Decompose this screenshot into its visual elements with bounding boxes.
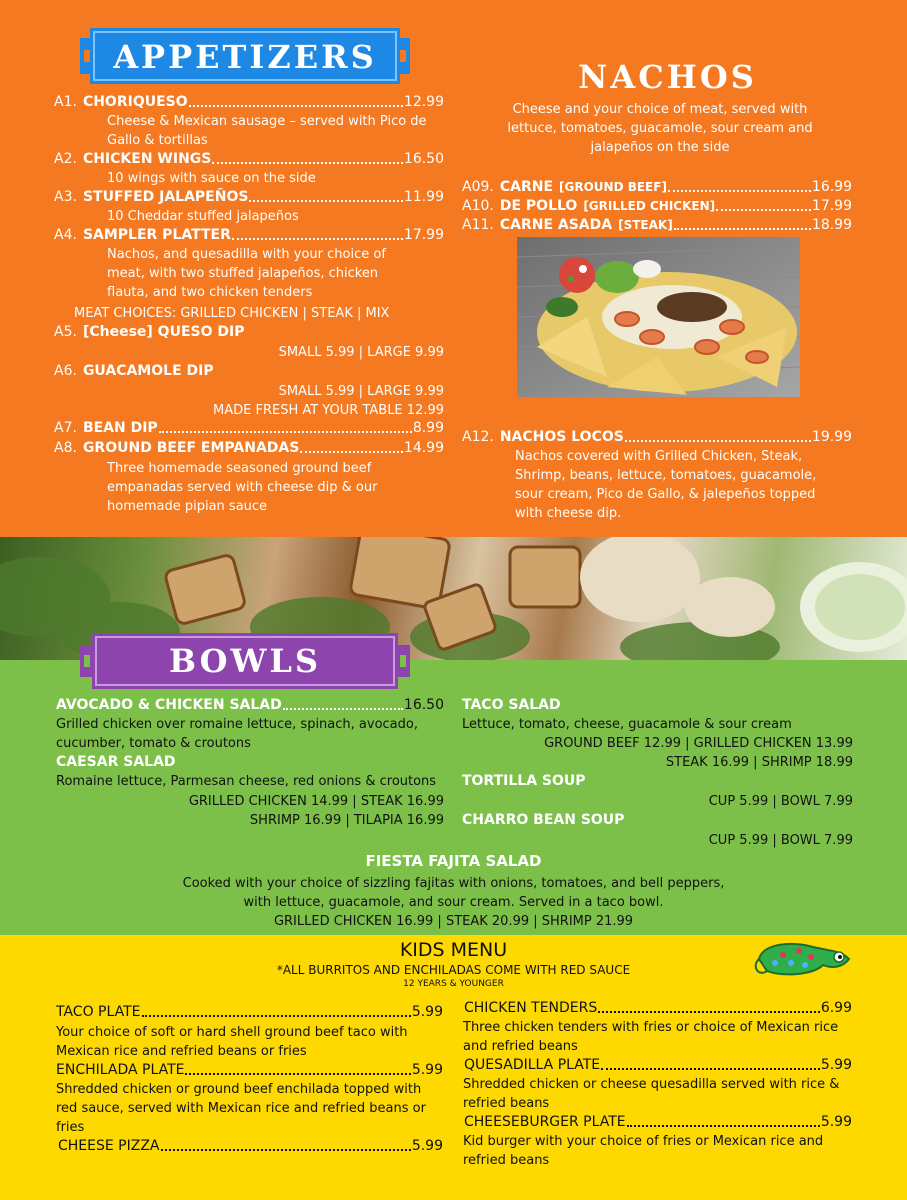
item-name: AVOCADO & CHICKEN SALAD	[56, 697, 282, 713]
item-price: 17.99	[403, 227, 444, 243]
item-description: Three homemade seasoned ground beef empanadas served with cheese dip & our homemade pipian sauce	[107, 461, 378, 514]
leader-dots	[668, 190, 811, 192]
item-price: 5.99	[820, 1114, 852, 1130]
item-description: Grilled chicken over romaine lettuce, spinach, avocado, cucumber, tomato & croutons	[56, 717, 418, 751]
item-price: 16.50	[403, 151, 444, 167]
item-code: A8.	[54, 440, 77, 456]
item-options: STEAK 16.99 | SHRIMP 18.99	[665, 755, 853, 770]
nachos-photo	[517, 237, 800, 397]
item-price: 5.99	[411, 1062, 443, 1078]
item-name: CARNE ASADA	[499, 217, 613, 233]
item-price: 16.50	[403, 697, 444, 713]
item-price: 11.99	[403, 189, 444, 205]
item-description: Cooked with your choice of sizzling fajitas with onions, tomatoes, and bell peppers,	[182, 876, 725, 891]
item-price: 16.99	[811, 179, 852, 195]
item-note: [STEAK]	[618, 218, 673, 232]
item-price: 17.99	[811, 198, 852, 214]
appetizers-banner	[80, 28, 410, 84]
item-name: CHEESE PIZZA	[58, 1138, 160, 1154]
item-description: Cheese & Mexican sausage – served with Pico de Gallo & tortillas	[107, 114, 427, 148]
menu-item-a5	[54, 323, 444, 342]
kids-item-quesadilla-plate	[464, 1056, 852, 1075]
item-description: Shredded chicken or cheese quesadilla served with rice & refried beans	[463, 1077, 840, 1111]
leader-dots	[625, 440, 811, 442]
item-price: 5.99	[820, 1057, 852, 1073]
kids-note: *ALL BURRITOS AND ENCHILADAS COME WITH RED SAUCE	[276, 963, 631, 977]
item-name: FIESTA FAJITA SALAD	[365, 852, 542, 870]
leader-dots	[300, 451, 403, 453]
item-price: 5.99	[411, 1004, 443, 1020]
item-name: CHORIQUESO	[82, 94, 188, 110]
kids-section	[0, 935, 907, 1200]
item-options: GROUND BEEF 12.99 | GRILLED CHICKEN 13.99	[544, 736, 853, 751]
kids-item-enchilada-plate	[56, 1061, 443, 1080]
item-name: SAMPLER PLATTER	[82, 227, 231, 243]
item-description: Three chicken tenders with fries or choice of Mexican rice and refried beans	[463, 1020, 839, 1054]
leader-dots	[185, 1073, 410, 1075]
kids-item-cheeseburger-plate	[464, 1113, 852, 1132]
item-name: CARNE	[499, 179, 554, 195]
chameleon-icon	[753, 937, 853, 979]
appetizers-section	[0, 0, 907, 537]
menu-item-a2	[54, 150, 444, 169]
bowls-section	[0, 642, 907, 935]
item-description: Kid burger with your choice of fries or Mexican rice and refried beans	[463, 1134, 824, 1168]
item-sizes: SMALL 5.99 | LARGE 9.99	[278, 345, 444, 360]
item-name: QUESADILLA PLATE	[464, 1057, 601, 1073]
item-code: A3.	[54, 189, 77, 205]
leader-dots	[627, 1125, 820, 1127]
item-description: 10 wings with sauce on the side	[107, 171, 316, 186]
item-code: A6.	[54, 363, 77, 379]
item-code: A09.	[462, 179, 494, 195]
item-fresh: MADE FRESH AT YOUR TABLE 12.99	[213, 403, 444, 418]
item-price: 8.99	[412, 420, 444, 436]
item-name: BEAN DIP	[82, 420, 158, 436]
item-price: 12.99	[403, 94, 444, 110]
item-description: with lettuce, guacamole, and sour cream. Served in a taco bowl.	[243, 895, 664, 910]
item-description: Your choice of soft or hard shell ground beef taco with Mexican rice and refried beans or fries	[56, 1025, 408, 1059]
appetizers-heading: APPETIZERS	[113, 38, 377, 76]
kids-heading: KIDS MENU	[399, 939, 508, 961]
item-name: CAESAR SALAD	[56, 754, 176, 770]
leader-dots	[161, 1149, 411, 1151]
meat-choices: MEAT CHOICES: GRILLED CHICKEN | STEAK | MIX	[74, 306, 390, 321]
item-name: TACO SALAD	[462, 697, 561, 713]
item-description: Romaine lettuce, Parmesan cheese, red onions & croutons	[56, 774, 437, 789]
item-options: GRILLED CHICKEN 14.99 | STEAK 16.99	[188, 794, 444, 809]
menu-item-a1	[54, 93, 444, 112]
item-price: 19.99	[811, 429, 852, 445]
leader-dots	[142, 1015, 411, 1017]
menu-item-a8	[54, 439, 444, 458]
menu-item-avocado-salad	[56, 696, 444, 715]
kids-item-chicken-tenders	[464, 999, 852, 1018]
item-options: SHRIMP 16.99 | TILAPIA 16.99	[249, 813, 444, 828]
item-price: 18.99	[811, 217, 852, 233]
item-code: A1.	[54, 94, 77, 110]
item-note: [GROUND BEEF]	[559, 180, 667, 194]
item-code: A7.	[54, 420, 77, 436]
menu-item-a7	[54, 419, 444, 438]
item-options: GRILLED CHICKEN 16.99 | STEAK 20.99 | SHRIMP 21.99	[273, 914, 634, 929]
item-name: DE POLLO	[499, 198, 578, 214]
item-options: CUP 5.99 | BOWL 7.99	[708, 794, 853, 809]
leader-dots	[189, 105, 403, 107]
item-note: [GRILLED CHICKEN]	[583, 199, 716, 213]
leader-dots	[283, 708, 403, 710]
menu-item-a09	[462, 178, 852, 197]
item-sizes: SMALL 5.99 | LARGE 9.99	[278, 384, 444, 399]
menu-item-a10	[462, 197, 852, 216]
item-name: TORTILLA SOUP	[462, 773, 586, 789]
leader-dots	[598, 1011, 820, 1013]
menu-item-a3	[54, 188, 444, 207]
menu-item-a4	[54, 226, 444, 245]
nachos-intro: Cheese and your choice of meat, served with lettuce, tomatoes, guacamole, sour cream and jalapeños on the side	[507, 102, 813, 155]
item-description: Shredded chicken or ground beef enchilada topped with red sauce, served with Mexican rice and refried beans or fries	[56, 1082, 426, 1135]
item-price: 6.99	[820, 1000, 852, 1016]
item-name: GROUND BEEF EMPANADAS	[82, 440, 300, 456]
item-code: A10.	[462, 198, 494, 214]
item-description: 10 Cheddar stuffed jalapeños	[107, 209, 299, 224]
nachos-heading: NACHOS	[578, 58, 757, 96]
item-description: Nachos covered with Grilled Chicken, Steak, Shrimp, beans, lettuce, tomatoes, guacamole, sour cream, Pico de Gallo, & jalepeños topped with cheese dip.	[515, 449, 817, 521]
bowls-banner	[80, 633, 410, 689]
item-name: GUACAMOLE DIP	[82, 363, 214, 379]
leader-dots	[716, 209, 811, 211]
kids-item-taco-plate	[56, 1003, 443, 1022]
kids-item-cheese-pizza	[58, 1137, 443, 1156]
leader-dots	[249, 200, 402, 202]
item-name: TACO PLATE	[56, 1004, 141, 1020]
item-options: CUP 5.99 | BOWL 7.99	[708, 833, 853, 848]
menu-item-a12	[462, 428, 852, 447]
item-name: STUFFED JALAPEÑOS	[82, 189, 249, 205]
item-name: [Cheese] QUESO DIP	[82, 324, 245, 340]
item-name: CHARRO BEAN SOUP	[462, 812, 625, 828]
item-code: A4.	[54, 227, 77, 243]
item-name: NACHOS LOCOS	[499, 429, 624, 445]
leader-dots	[212, 162, 403, 164]
leader-dots	[601, 1068, 820, 1070]
item-code: A5.	[54, 324, 77, 340]
item-name: CHICKEN TENDERS	[464, 1000, 598, 1016]
item-name: CHEESEBURGER PLATE	[464, 1114, 626, 1130]
item-name: CHICKEN WINGS	[82, 151, 212, 167]
item-code: A2.	[54, 151, 77, 167]
item-price: 5.99	[411, 1138, 443, 1154]
item-description: Nachos, and quesadilla with your choice of meat, with two stuffed jalapeños, chicken flauta, and two chicken tenders	[107, 247, 386, 300]
leader-dots	[674, 228, 811, 230]
menu-item-a11	[462, 216, 852, 235]
item-code: A12.	[462, 429, 494, 445]
item-price: 14.99	[403, 440, 444, 456]
item-name: ENCHILADA PLATE	[56, 1062, 185, 1078]
leader-dots	[232, 238, 403, 240]
menu-item-a6	[54, 362, 444, 381]
bowls-heading: BOWLS	[168, 642, 322, 680]
leader-dots	[159, 431, 412, 433]
kids-age: 12 YEARS & YOUNGER	[403, 979, 504, 989]
item-code: A11.	[462, 217, 494, 233]
item-description: Lettuce, tomato, cheese, guacamole & sour cream	[462, 717, 792, 732]
